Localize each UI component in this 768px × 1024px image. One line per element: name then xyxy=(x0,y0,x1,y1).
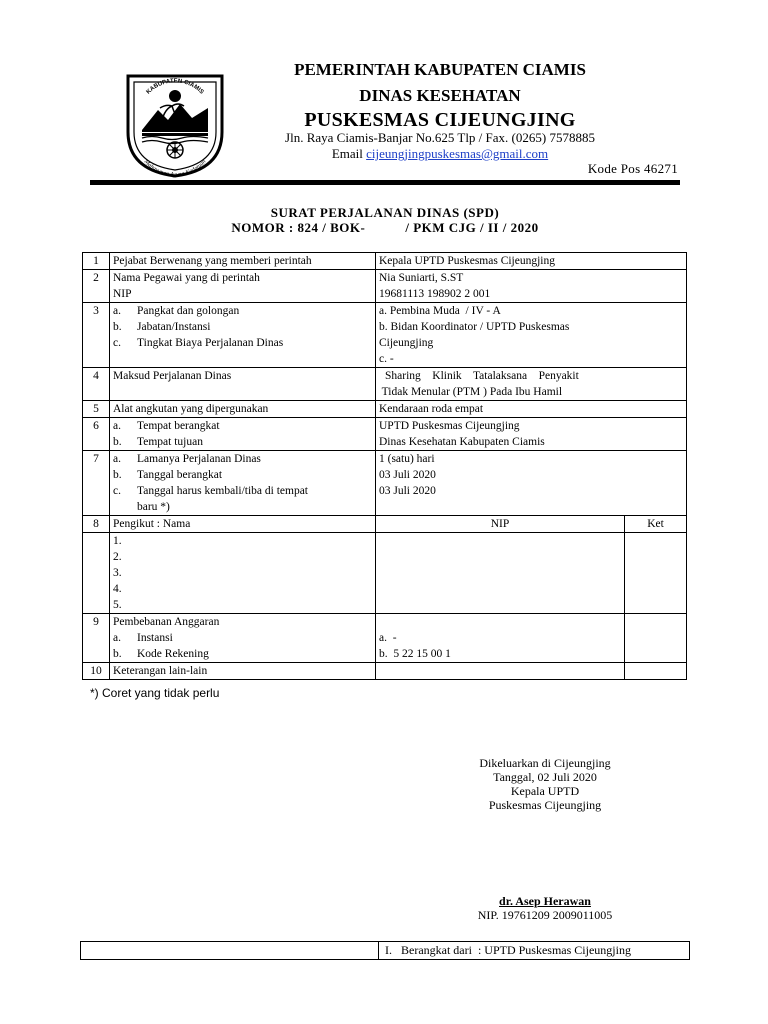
row-label-line: Pembebanan Anggaran xyxy=(113,616,220,628)
item-text: Lamanya Perjalanan Dinas xyxy=(137,453,261,465)
row-value-line: UPTD Puskesmas Cijeungjing xyxy=(379,420,520,432)
table-row xyxy=(83,516,687,533)
row-value-line: c. - xyxy=(379,353,394,365)
departure-table xyxy=(80,941,690,960)
item-text: Kode Rekening xyxy=(137,648,209,660)
item-letter: b. xyxy=(113,469,122,481)
row-value-line: Dinas Kesehatan Kabupaten Ciamis xyxy=(379,436,545,448)
kode-pos: Kode Pos 46271 xyxy=(587,161,678,176)
header-government: PEMERINTAH KABUPATEN CIAMIS xyxy=(294,60,586,79)
row-label xyxy=(110,418,376,451)
empty-cell xyxy=(83,533,110,614)
table-row xyxy=(83,303,687,368)
row-value-line: Sharing Klinik Tatalaksana Penyakit xyxy=(385,370,579,382)
table-row xyxy=(83,663,687,680)
column-header-nip: NIP xyxy=(376,516,625,533)
kabupaten-ciamis-logo xyxy=(120,70,230,180)
item-letter: c. xyxy=(113,485,121,497)
empty-cell xyxy=(625,663,687,680)
row-value xyxy=(376,368,687,401)
pengikut-list xyxy=(110,533,376,614)
column-header-ket: Ket xyxy=(625,516,687,533)
signer-name: dr. Asep Herawan xyxy=(499,894,591,908)
list-item: 1. xyxy=(113,535,122,547)
row-value-line: 19681113 198902 2 001 xyxy=(379,288,491,300)
nomor-suffix: / PKM CJG / II / 2020 xyxy=(405,220,539,235)
row-value-line: b. 5 22 15 00 1 xyxy=(379,648,451,660)
row-label: Keterangan lain-lain xyxy=(110,663,376,680)
row-number: 7 xyxy=(83,451,110,516)
row-value xyxy=(376,614,625,663)
signer-role-institution: Puskesmas Cijeungjing xyxy=(488,798,602,812)
row-value xyxy=(376,418,687,451)
list-item: 3. xyxy=(113,567,122,579)
row-number: 5 xyxy=(83,401,110,418)
table-row xyxy=(83,614,687,663)
item-letter: c. xyxy=(113,337,121,349)
row-label xyxy=(110,270,376,303)
row-label: Pejabat Berwenang yang memberi perintah xyxy=(110,253,376,270)
item-letter: a. xyxy=(113,305,121,317)
table-row xyxy=(83,418,687,451)
logo-bottom-text: Mahayunan Ayuna Kadatuan xyxy=(142,158,208,179)
row-value xyxy=(376,270,687,303)
signer-role: Kepala UPTD xyxy=(510,784,580,798)
item-text: Tingkat Biaya Perjalanan Dinas xyxy=(137,337,284,349)
row-label xyxy=(110,303,376,368)
pengikut-ket-cell xyxy=(625,533,687,614)
table-row xyxy=(83,253,687,270)
table-row xyxy=(83,401,687,418)
item-text: Jabatan/Instansi xyxy=(137,321,211,333)
signer-nip: NIP. 19761209 2009011005 xyxy=(477,908,613,922)
list-item: 2. xyxy=(113,551,122,563)
row-value xyxy=(376,303,687,368)
logo-top-text: KABUPATEN CIAMIS xyxy=(145,78,205,96)
row-number: 10 xyxy=(83,663,110,680)
table-row xyxy=(83,451,687,516)
item-letter: a. xyxy=(113,420,121,432)
row-value-line: a. Pembina Muda / IV - A xyxy=(379,305,501,317)
row-label-line: Nama Pegawai yang di perintah xyxy=(113,272,260,284)
header-divider xyxy=(90,180,680,185)
list-item: 4. xyxy=(113,583,122,595)
item-letter: a. xyxy=(113,632,121,644)
row-label xyxy=(110,451,376,516)
empty-cell xyxy=(376,663,625,680)
document-number xyxy=(200,220,570,236)
header-address: Jln. Raya Ciamis-Banjar No.625 Tlp / Fax. (0265) 7578885 xyxy=(285,130,595,145)
header-email-line xyxy=(230,146,650,162)
item-text: Tempat tujuan xyxy=(137,436,203,448)
item-text: Tempat berangkat xyxy=(137,420,220,432)
row-value-line: 03 Juli 2020 xyxy=(379,485,436,497)
row-value-line: a. - xyxy=(379,632,397,644)
row-value-line: b. Bidan Koordinator / UPTD Puskesmas xyxy=(379,321,570,333)
row-number: 1 xyxy=(83,253,110,270)
issued-date: Tanggal, 02 Juli 2020 xyxy=(493,770,597,784)
table-row xyxy=(83,270,687,303)
row-label-line: NIP xyxy=(113,288,132,300)
table-row xyxy=(83,533,687,614)
item-text: Pangkat dan golongan xyxy=(137,305,240,317)
row-number: 9 xyxy=(83,614,110,663)
row-value: Kepala UPTD Puskesmas Cijeungjing xyxy=(376,253,687,270)
item-text: baru *) xyxy=(137,501,170,513)
row-value: Kendaraan roda empat xyxy=(376,401,687,418)
header-puskesmas: PUSKESMAS CIJEUNGJING xyxy=(304,109,576,131)
departure-text: I. Berangkat dari : UPTD Puskesmas Cijeungjing xyxy=(385,943,631,957)
nomor-prefix: NOMOR : 824 / BOK- xyxy=(231,220,366,235)
row-label: Pengikut : Nama xyxy=(110,516,376,533)
item-letter: b. xyxy=(113,648,122,660)
item-text: Tanggal berangkat xyxy=(137,469,223,481)
pengikut-nip-cell xyxy=(376,533,625,614)
row-number: 6 xyxy=(83,418,110,451)
row-value-line: 03 Juli 2020 xyxy=(379,469,436,481)
row-value-line: Cijeungjing xyxy=(379,337,434,349)
row-value-line: 1 (satu) hari xyxy=(379,453,435,465)
header-department: DINAS KESEHATAN xyxy=(359,86,521,105)
item-letter: b. xyxy=(113,436,122,448)
list-item: 5. xyxy=(113,599,122,611)
departure-left-cell xyxy=(81,942,379,959)
item-text: Instansi xyxy=(137,632,173,644)
email-label: Email xyxy=(331,146,367,161)
row-number: 2 xyxy=(83,270,110,303)
footnote: *) Coret yang tidak perlu xyxy=(90,686,220,700)
empty-cell xyxy=(625,614,687,663)
row-label: Alat angkutan yang dipergunakan xyxy=(110,401,376,418)
spd-table xyxy=(82,252,687,680)
row-label: Maksud Perjalanan Dinas xyxy=(110,368,376,401)
row-number: 3 xyxy=(83,303,110,368)
issued-place: Dikeluarkan di Cijeungjing xyxy=(479,756,611,770)
item-letter: b. xyxy=(113,321,122,333)
row-number: 8 xyxy=(83,516,110,533)
row-number: 4 xyxy=(83,368,110,401)
item-letter: a. xyxy=(113,453,121,465)
item-text: Tanggal harus kembali/tiba di tempat xyxy=(137,485,309,497)
document-title: SURAT PERJALANAN DINAS (SPD) xyxy=(270,205,500,220)
row-value-line: Nia Suniarti, S.ST xyxy=(379,272,464,284)
email-link[interactable]: cijeungjingpuskesmas@gmail.com xyxy=(366,146,549,161)
row-label xyxy=(110,614,376,663)
row-value xyxy=(376,451,687,516)
row-value-line: Tidak Menular (PTM ) Pada Ibu Hamil xyxy=(379,386,563,398)
table-row xyxy=(83,368,687,401)
